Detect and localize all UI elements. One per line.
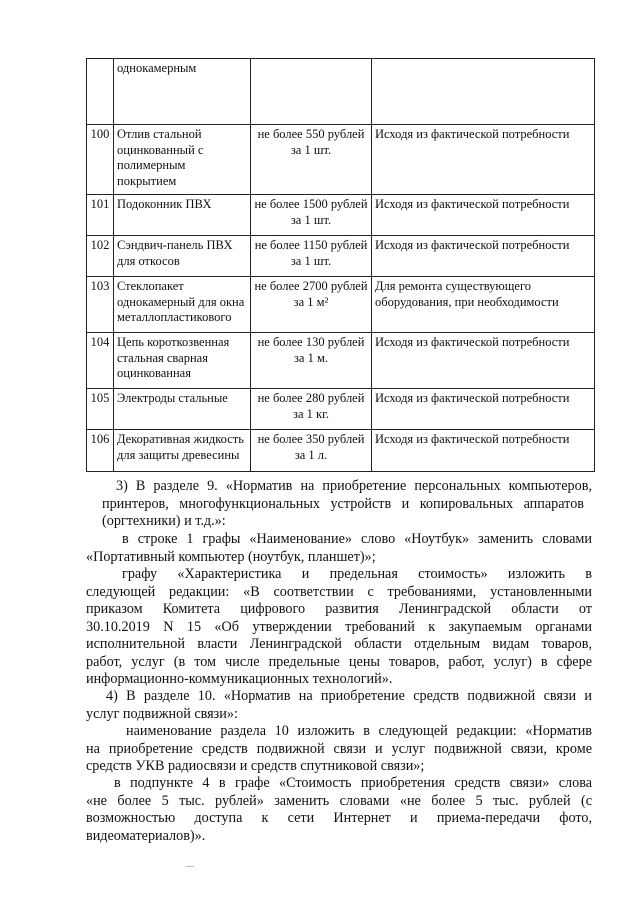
- paragraph-section-9: [86, 478, 592, 531]
- text-line: следующей редакции: «В соответствии с требованиями, установленными: [86, 583, 592, 600]
- paragraph-section-10: [86, 688, 592, 723]
- table-row: [87, 389, 595, 430]
- text-line: возможностью доступа к сети Интернет и приема-передачи фото,: [86, 810, 592, 826]
- item-note: Для ремонта существующего оборудования, при необходимости: [372, 277, 595, 333]
- text-line: исполнительной власти Ленинградской области отдельным видам товаров,: [86, 636, 592, 652]
- table-row: [87, 59, 595, 125]
- item-price: не более 130 рублей за 1 м.: [251, 333, 372, 389]
- item-note: Исходя из фактической потребности: [372, 236, 595, 277]
- item-price: не более 1500 рублей за 1 шт.: [251, 195, 372, 236]
- paragraph-section-title: [86, 723, 592, 776]
- item-name: Цепь короткозвенная стальная сварная оцинкованная: [114, 333, 251, 389]
- item-price: [251, 59, 372, 125]
- item-price: не более 280 рублей за 1 кг.: [251, 389, 372, 430]
- text-line: приказом Комитета цифрового развития Ленинградской области от: [86, 601, 592, 617]
- table-row: [87, 430, 595, 472]
- text-line: видеоматериалов)».: [86, 827, 206, 844]
- paragraph-laptop-replacement: [86, 531, 592, 566]
- item-name: однокамерным: [114, 59, 251, 125]
- text-line: графу «Характеристика и предельная стоимость» изложить в: [122, 566, 592, 582]
- item-name: Декоративная жидкость для защиты древесины: [114, 430, 251, 472]
- item-name: Электроды стальные: [114, 389, 251, 430]
- text-line: 4) В разделе 10. «Норматив на приобретение средств подвижной связи и: [106, 688, 592, 704]
- text-line: средств УКВ радиосвязи и средств спутниковой связи»;: [86, 758, 425, 774]
- text-line: 30.10.2019 N 15 «Об утверждении требований к закупаемым органами: [86, 618, 592, 635]
- item-note: Исходя из фактической потребности: [372, 389, 595, 430]
- text-line: «не более 5 тыс. рублей» заменить словами «не более 5 тыс. рублей (с: [86, 792, 592, 809]
- table-row: [87, 277, 595, 333]
- item-name: Отлив стальной оцинкованный с полимерным покрытием: [114, 125, 251, 195]
- table-row: [87, 333, 595, 389]
- item-price: не более 2700 рублей за 1 м²: [251, 277, 372, 333]
- row-number: [87, 59, 114, 125]
- paragraph-characteristics: [86, 566, 592, 689]
- text-line: информационно-коммуникационных технологий».: [86, 671, 393, 687]
- item-price: не более 1150 рублей за 1 шт.: [251, 236, 372, 277]
- table-row: [87, 236, 595, 277]
- table-row: [87, 195, 595, 236]
- text-line: услуг подвижной связи»:: [86, 705, 238, 722]
- item-note: Исходя из фактической потребности: [372, 195, 595, 236]
- item-name: Сэндвич-панель ПВХ для откосов: [114, 236, 251, 277]
- row-number: 100: [87, 125, 114, 195]
- row-number: 101: [87, 195, 114, 236]
- text-line: на приобретение средств подвижной связи и услуг подвижной связи, кроме: [86, 740, 592, 757]
- row-number: 104: [87, 333, 114, 389]
- item-note: Исходя из фактической потребности: [372, 125, 595, 195]
- norms-table: [86, 58, 595, 472]
- text-line: в подпункте 4 в графе «Стоимость приобретения средств связи» слова: [114, 775, 592, 791]
- item-price: не более 550 рублей за 1 шт.: [251, 125, 372, 195]
- item-note: Исходя из фактической потребности: [372, 430, 595, 472]
- item-note: Исходя из фактической потребности: [372, 333, 595, 389]
- text-line: работ, услуг (в том числе предельные цены товаров, работ, услуг) в сфере: [86, 653, 592, 670]
- item-name: Стеклопакет однокамерный для окна металлопластикового: [114, 277, 251, 333]
- text-line: «Портативный компьютер (ноутбук, планшет)»;: [86, 548, 376, 565]
- text-line: 3) В разделе 9. «Норматив на приобретение персональных компьютеров,: [116, 478, 592, 494]
- item-name: Подоконник ПВХ: [114, 195, 251, 236]
- paragraph-cost-replacement: [86, 775, 592, 845]
- text-line: в строке 1 графы «Наименование» слово «Ноутбук» заменить словами: [122, 531, 592, 547]
- text-line: принтеров, многофункциональных устройств и копировальных аппаратов: [102, 495, 584, 512]
- row-number: 103: [87, 277, 114, 333]
- table-row: [87, 125, 595, 195]
- row-number: 102: [87, 236, 114, 277]
- row-number: 106: [87, 430, 114, 472]
- scan-artifact: [186, 866, 194, 867]
- row-number: 105: [87, 389, 114, 430]
- text-line: наименование раздела 10 изложить в следующей редакции: «Норматив: [126, 723, 592, 739]
- item-price: не более 350 рублей за 1 л.: [251, 430, 372, 472]
- text-line: (оргтехники) и т.д.»:: [102, 513, 226, 529]
- item-note: [372, 59, 595, 125]
